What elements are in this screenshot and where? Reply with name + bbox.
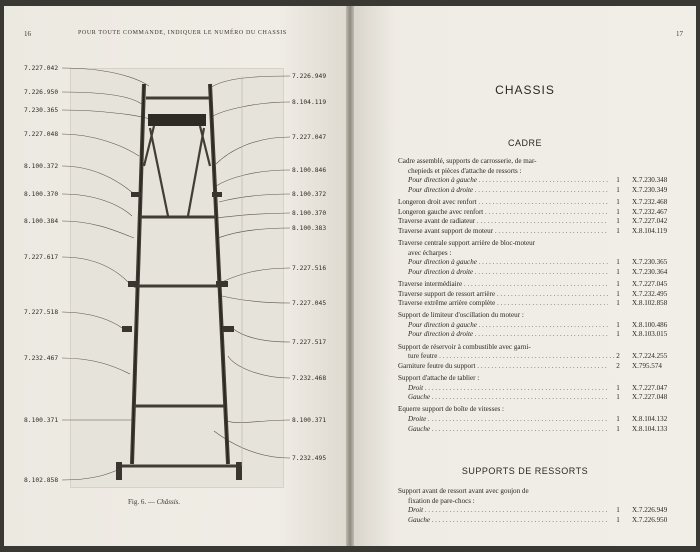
part-qty: 1 [616,393,620,402]
part-ref: X.7.230.364 [632,267,668,276]
right-part-label: 8.100.372 [292,191,327,198]
part-ref: X.7.230.365 [632,258,668,267]
part-desc: Traverse avant support de moteur . . . [398,227,608,237]
right-page-number: 17 [676,30,683,38]
part-row [398,352,688,362]
part-qty: 1 [616,226,620,235]
part-qty: 1 [616,185,620,194]
chassis-drawing [4,6,346,546]
part-qty: 1 [616,176,620,185]
part-row [398,405,688,415]
part-row [398,321,688,331]
part-row [398,268,688,278]
right-part-label: 8.100.846 [292,167,327,174]
part-ref: X.7.226.950 [632,515,668,524]
left-page-header: POUR TOUTE COMMANDE, INDIQUER LE NUMÉRO DU CHASSIS [78,30,287,36]
left-part-label: 7.226.950 [24,89,59,96]
left-part-label: 7.227.617 [24,254,59,261]
part-desc: Equerre support de boîte de vitesses : [398,405,504,414]
part-qty: 1 [616,289,620,298]
part-row [398,258,688,268]
part-qty: 1 [616,415,620,423]
part-desc: Longeron droit avec renfort . . . [398,198,608,208]
part-ref: X.7.226.949 [632,506,668,515]
right-part-label: 7.227.516 [292,265,327,272]
part-desc: Longeron gauche avec renfort . . . [398,208,608,218]
left-page [4,6,346,546]
left-part-label: 7.227.042 [24,65,59,72]
part-desc: Pour direction à gauche . . . [408,258,608,268]
left-part-label: 7.227.518 [24,309,59,316]
part-desc: avec écharpes : [408,248,452,257]
part-row [398,330,688,340]
part-qty: 1 [616,299,620,308]
part-row [398,227,688,237]
left-part-label: 7.227.048 [24,131,59,138]
part-qty: 1 [616,279,620,288]
part-ref: X.795.574 [632,361,662,370]
part-qty: 1 [616,506,620,515]
parts-list-cadre [398,157,688,434]
left-part-label: 8.100.384 [24,218,59,225]
part-row [398,239,688,249]
part-qty: 1 [616,330,620,339]
part-ref: X.7.232.495 [632,289,668,298]
part-row [398,290,688,300]
part-desc: Support de limiteur d'oscillation du moteur : [398,311,524,320]
part-row [398,516,688,526]
figure-caption-prefix: Fig. 6. — [128,498,155,506]
book-gutter [346,6,354,546]
part-desc: Traverse centrale support arrière de bloc-moteur [398,238,536,247]
left-part-label: 7.230.365 [24,107,59,114]
left-page-number: 16 [24,30,31,38]
part-desc: Pour direction à droite . . . [408,186,608,196]
part-ref: X.7.227.042 [632,217,668,226]
part-row [398,343,688,353]
part-desc: chepieds et pièces d'attache de ressorts : [408,166,522,175]
part-ref: X.7.227.047 [632,383,668,392]
part-qty: 1 [616,424,620,433]
part-desc: Gauche . . . [408,425,608,435]
part-row [398,497,688,507]
part-row [398,299,688,309]
part-desc: Pour direction à droite . . . [408,268,608,278]
part-desc: Traverse support de ressort arrière . . . [398,290,608,300]
page-title: CHASSIS [495,83,555,97]
part-row [398,157,688,167]
part-qty: 1 [616,267,620,276]
left-part-label: 8.100.370 [24,191,59,198]
parts-list-supports [398,487,688,525]
right-part-label: 8.100.383 [292,225,327,232]
right-part-label: 8.104.119 [292,99,327,106]
left-part-label: 7.232.467 [24,355,59,362]
part-qty: 2 [616,361,620,370]
part-ref: X.7.232.467 [632,207,668,216]
part-ref: X.8.100.486 [632,320,668,329]
right-part-label: 7.226.949 [292,73,327,80]
part-ref: X.7.232.468 [632,197,668,206]
left-part-label: 8.100.372 [24,163,59,170]
part-desc: Traverse intermédiaire . . . [398,280,608,290]
part-desc: Gauche . . . [408,393,608,403]
part-desc: Droite . . . [408,415,608,425]
part-qty: 1 [616,217,620,226]
part-row [398,167,688,177]
part-qty: 1 [616,207,620,216]
part-ref: X.8.103.015 [632,330,668,339]
part-desc: Pour direction à droite . . . [408,330,608,340]
part-desc: Pour direction à gauche . . . [408,321,608,331]
part-qty: 1 [616,515,620,524]
right-part-label: 8.100.371 [292,417,327,424]
part-ref: X.7.230.349 [632,185,668,194]
right-part-label: 7.232.468 [292,375,327,382]
part-desc: Cadre assemblé, supports de carrosserie, de mar- [398,157,537,165]
left-part-label: 8.100.371 [24,417,59,424]
part-row [398,506,688,516]
part-ref: X.8.104.119 [632,226,668,235]
part-qty: 2 [616,352,620,361]
part-ref: X.7.227.048 [632,393,668,402]
part-ref: X.7.227.045 [632,279,668,288]
part-desc: Support de réservoir à combustible avec garni- [398,342,531,351]
part-row [398,249,688,259]
part-ref: X.7.230.348 [632,176,668,185]
part-row [398,176,688,186]
part-ref: X.8.104.132 [632,415,668,423]
part-row [398,362,688,372]
right-part-label: 7.232.495 [292,455,327,462]
part-desc: Garniture feutre du support . . . [398,362,608,372]
part-desc: Support avant de ressort avant avec goujon de [398,487,529,495]
part-ref: X.8.102.858 [632,299,668,308]
part-row [398,374,688,384]
part-qty: 1 [616,383,620,392]
right-part-label: 7.227.045 [292,300,327,307]
part-desc: Support d'attache de tablier : [398,374,480,383]
part-row [398,311,688,321]
part-row [398,384,688,394]
figure-caption [128,498,180,506]
part-desc: Droit . . . [408,506,608,516]
part-desc: Pour direction à gauche . . . [408,176,608,186]
part-row [398,186,688,196]
part-row [398,208,688,218]
part-desc: fixation de pare-chocs : [408,496,475,505]
figure-caption-title: Châssis. [156,498,181,506]
part-row [398,198,688,208]
section-heading-supports: SUPPORTS DE RESSORTS [461,466,589,476]
right-part-label: 7.227.047 [292,134,327,141]
part-desc: Traverse avant de radiateur . . . [398,217,608,227]
part-row [398,487,688,497]
part-qty: 1 [616,320,620,329]
part-desc: Traverse extrême arrière complète . . . [398,299,608,309]
right-part-label: 7.227.517 [292,339,327,346]
part-row [398,280,688,290]
part-row [398,217,688,227]
part-ref: X.7.224.255 [632,352,668,361]
part-row [398,425,688,435]
part-desc: Droit . . . [408,384,608,394]
section-heading-cadre: CADRE [507,138,542,148]
part-desc: Gauche . . . [408,516,608,526]
right-part-label: 8.100.370 [292,210,327,217]
part-qty: 1 [616,197,620,206]
part-desc: ture feutre . . . [408,352,618,362]
left-part-label: 8.102.858 [24,477,59,484]
part-ref: X.8.104.133 [632,424,668,433]
part-row [398,393,688,403]
part-row [398,415,688,425]
right-page [354,6,696,546]
part-qty: 1 [616,258,620,267]
